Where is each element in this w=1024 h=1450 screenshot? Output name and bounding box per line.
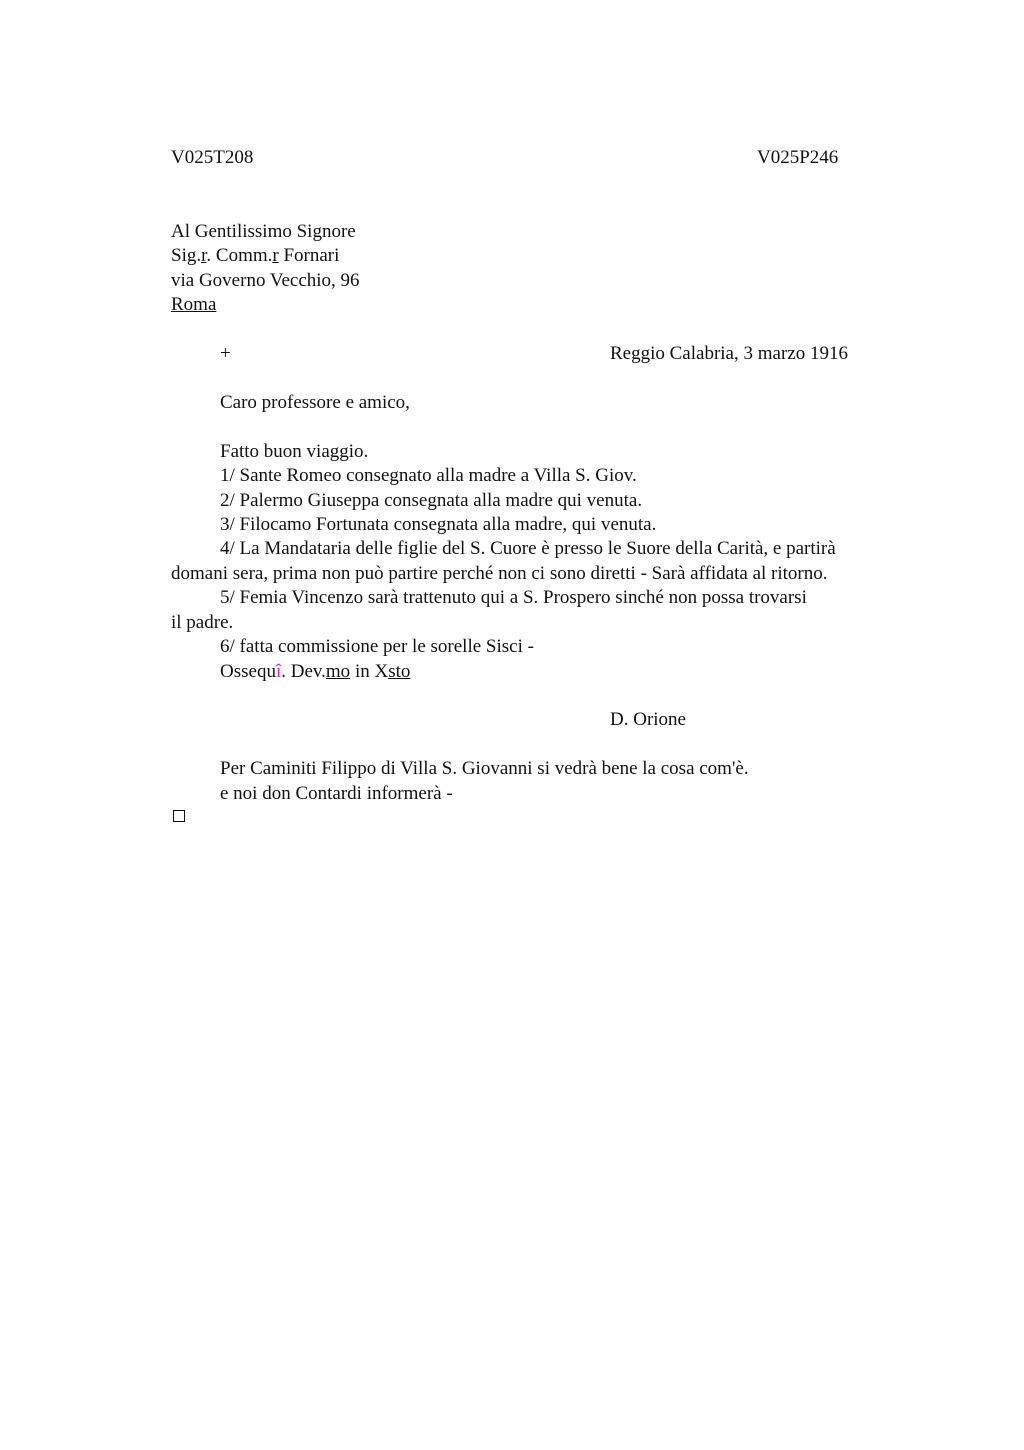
address-comm-superscript: r (272, 245, 279, 266)
list-item-3: 3/ Filocamo Fortunata consegnata alla madre, qui venuta. (220, 514, 657, 535)
place-and-date: Reggio Calabria, 3 marzo 1916 (610, 343, 848, 364)
postscript-line-2: e noi don Contardi informerà - (220, 783, 453, 804)
list-item-2: 2/ Palermo Giuseppa consegnata alla madre qui venuta. (220, 490, 643, 511)
list-item-6: 6/ fatta commissione per le sorelle Sisci - (220, 636, 534, 657)
signature: D. Orione (610, 709, 686, 730)
closing-in-x: in X (350, 661, 389, 682)
address-surname: Fornari (278, 245, 340, 266)
list-item-5-line-2: il padre. (171, 612, 234, 633)
closing-formula (220, 660, 410, 684)
list-item-1: 1/ Sante Romeo consegnato alla madre a Villa S. Giov. (220, 465, 637, 486)
closing-ossequ: Ossequ (220, 661, 276, 682)
closing-sto: sto (388, 661, 411, 682)
document-code-left: V025T208 (171, 147, 254, 168)
closing-mo: mo (325, 661, 351, 682)
closing-accent-char: î (275, 661, 282, 682)
address-comm: . Comm. (206, 245, 273, 266)
address-line-city: Roma (171, 294, 217, 315)
address-line-recipient-title: Al Gentilissimo Signore (171, 221, 356, 242)
salutation: Caro professore e amico, (220, 392, 410, 413)
address-sig-superscript: r (201, 245, 207, 266)
address-sig: Sig. (171, 245, 202, 266)
address-line-recipient-name (171, 244, 339, 268)
empty-box-symbol (173, 810, 185, 822)
body-intro: Fatto buon viaggio. (220, 441, 369, 462)
list-item-4-line-2: domani sera, prima non può partire perché non ci sono diretti - Sarà affidata al ritorno. (171, 563, 828, 584)
cross-symbol: + (220, 343, 231, 364)
list-item-4-line-1: 4/ La Mandataria delle figlie del S. Cuore è presso le Suore della Carità, e partirà (220, 538, 836, 559)
list-item-5-line-1: 5/ Femia Vincenzo sarà trattenuto qui a S. Prospero sinché non possa trovarsi (220, 587, 807, 608)
address-line-street: via Governo Vecchio, 96 (171, 270, 360, 291)
closing-dev: . Dev. (281, 661, 326, 682)
document-code-right: V025P246 (757, 147, 839, 168)
postscript-line-1: Per Caminiti Filippo di Villa S. Giovanni si vedrà bene la cosa com'è. (220, 758, 749, 779)
